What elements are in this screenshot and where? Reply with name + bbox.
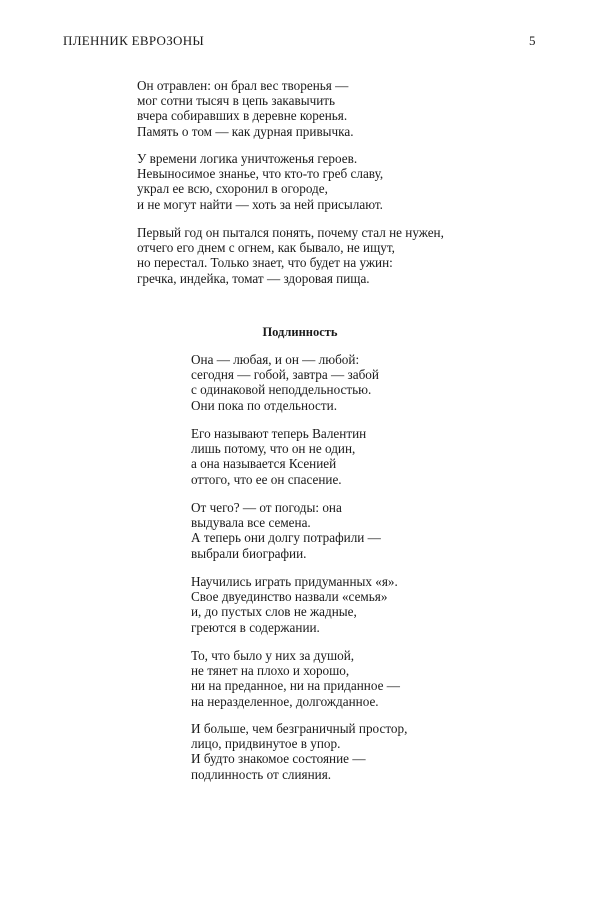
stanza <box>137 78 354 139</box>
verse-line: Его называют теперь Валентин <box>191 426 367 441</box>
verse-line: лицо, придвинутое в упор. <box>191 736 341 752</box>
stanza <box>191 574 398 635</box>
verse-line: Память о том — как дурная привычка. <box>137 123 354 139</box>
poem-title: Подлинность <box>262 325 338 339</box>
stanza <box>191 721 407 782</box>
verse-line: У времени логика уничтоженья героев. <box>137 151 358 166</box>
verse-line: оттого, что ее он спасение. <box>191 471 342 487</box>
verse-line: мог сотни тысяч в цепь закавычить <box>137 93 336 109</box>
verse-line: Первый год он пытался понять, почему стал не нужен, <box>137 225 444 240</box>
verse-line: ни на преданное, ни на приданное — <box>191 678 400 694</box>
verse-line: но перестал. Только знает, что будет на ужин: <box>137 255 393 271</box>
verse-line: Она — любая, и он — любой: <box>191 352 360 367</box>
stanza <box>137 151 383 212</box>
stanza <box>191 426 366 487</box>
verse-line: на неразделенное, долгожданное. <box>191 693 379 709</box>
verse-line: Научились играть придуманных «я». <box>191 574 398 589</box>
verse-line: украл ее всю, схоронил в огороде, <box>137 181 328 197</box>
verse-line: сегодня — гобой, завтра — забой <box>191 367 379 383</box>
verse-line: и не могут найти — хоть за ней присылают. <box>137 196 383 212</box>
verse-line: От чего? — от погоды: она <box>191 500 342 515</box>
verse-line: гречка, индейка, томат — здоровая пища. <box>137 270 370 286</box>
verse-line: вчера собиравших в деревне коренья. <box>137 108 348 124</box>
verse-line: А теперь они долгу потрафили — <box>191 530 381 546</box>
stanza <box>191 352 379 413</box>
verse-line: и, до пустых слов не жадные, <box>191 604 357 620</box>
stanza <box>137 225 444 286</box>
verse-line: Он отравлен: он брал вес творенья — <box>137 78 349 93</box>
verse-line: отчего его днем с огнем, как бывало, не ищут, <box>137 240 395 256</box>
page-number: 5 <box>529 33 536 48</box>
verse-line: подлинность от слияния. <box>191 766 332 782</box>
verse-line: выбрали биографии. <box>191 545 307 561</box>
verse-line: Невыносимое знанье, что кто-то греб славу, <box>137 166 384 182</box>
verse-line: И больше, чем безграничный простор, <box>191 721 408 736</box>
verse-line: выдувала все семена. <box>191 515 311 531</box>
verse-line: То, что было у них за душой, <box>191 648 355 663</box>
running-head-title: ПЛЕННИК ЕВРОЗОНЫ <box>63 33 205 48</box>
verse-line: лишь потому, что он не один, <box>191 441 356 457</box>
verse-line: греются в содержании. <box>191 619 320 635</box>
stanza <box>191 500 381 561</box>
verse-line: И будто знакомое состояние — <box>191 751 366 767</box>
verse-line: Они пока по отдельности. <box>191 397 338 413</box>
verse-line: не тянет на плохо и хорошо, <box>191 663 350 679</box>
verse-line: с одинаковой неподдельностью. <box>191 382 372 398</box>
verse-line: Свое двуединство назвали «семья» <box>191 589 388 605</box>
verse-line: а она называется Ксенией <box>191 456 337 472</box>
stanza <box>191 648 400 709</box>
